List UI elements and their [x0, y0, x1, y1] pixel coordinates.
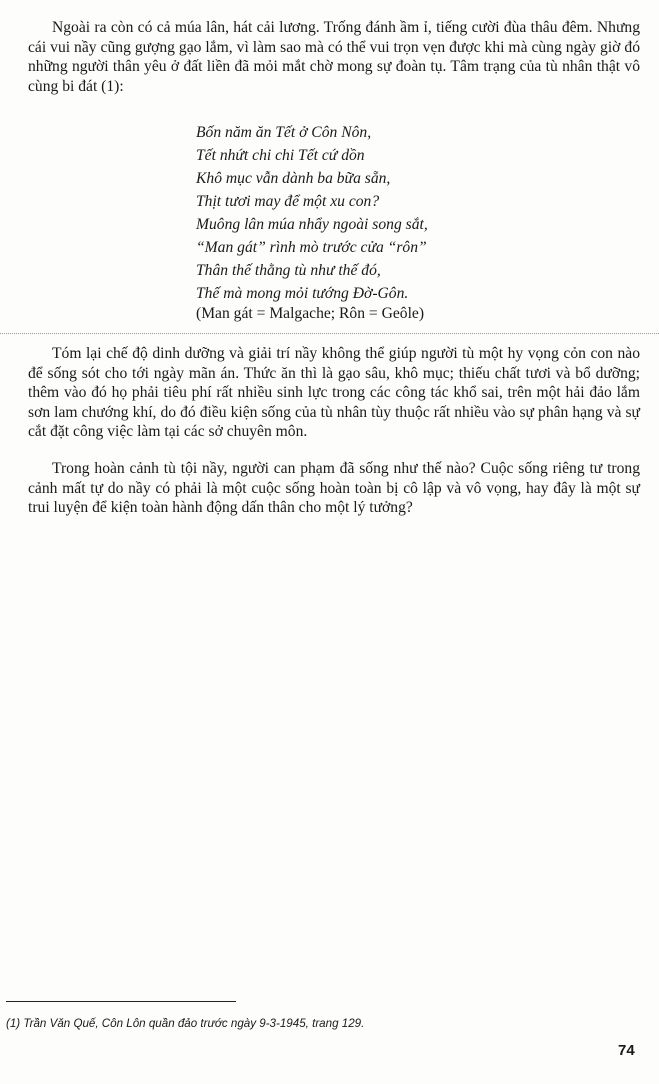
section-divider: [0, 333, 659, 334]
poem-line: “Man gát” rình mò trước cửa “rôn”: [196, 239, 427, 256]
poem-line: Bốn năm ăn Tết ở Côn Nôn,: [196, 124, 372, 141]
footnote-rule: [6, 1001, 236, 1002]
poem-glossary-note: (Man gát = Malgache; Rôn = Geôle): [196, 305, 425, 322]
poem: [196, 121, 428, 305]
poem-line: Thế mà mong mỏi tướng Đờ-Gôn.: [196, 285, 409, 302]
paragraph-question-text: Trong hoàn cảnh tù tội nầy, người can phạm đã sống như thế nào? Cuộc sống riêng tư trong cảnh mất tự do nầy có phải là một cuộc sống hoàn toàn bị cô lập và vô vọng, hay đây là một sự trui luyện để kiện toàn hành động dấn thân cho một lý tưởng?: [28, 460, 640, 516]
page-number: 74: [618, 1042, 635, 1059]
poem-line: Tết nhứt chi chi Tết cứ dồn: [196, 147, 365, 164]
paragraph-summary-text: Tóm lại chế độ dinh dưỡng và giải trí nầy không thể giúp người tù một hy vọng cỏn con nào để sống sót cho tới ngày mãn án. Thức ăn thì là gạo sâu, khô mục; thiếu chất tươi và bổ dưỡng; thêm vào đó họ phải tiêu phí rất nhiều sinh lực trong các công tác khổ sai, trên một hải đảo lắm sơn lam chướng khí, do đó điều kiện sống của tù nhân tùy thuộc rất nhiều vào sự phân hạng và sự cắt đặt công việc làm tại các sở chuyên môn.: [28, 345, 640, 440]
paragraph-summary: [28, 344, 640, 442]
footnote: (1) Trần Văn Quế, Côn Lôn quần đảo trước ngày 9-3-1945, trang 129.: [6, 1017, 365, 1030]
poem-line: Khô mục vẫn dành ba bữa sẵn,: [196, 170, 391, 187]
paragraph-intro-text: Ngoài ra còn có cả múa lân, hát cải lương. Trống đánh ầm ỉ, tiếng cười đùa thâu đêm. Nhưng cái vui nầy cũng gượng gạo lắm, vì làm sao mà có thể vui trọn vẹn được khi mà cùng ngày giờ đó những người thân yêu ở đất liền đã mỏi mắt chờ mong sự đoàn tụ. Tâm trạng của tù nhân thật vô cùng bi đát (1):: [28, 19, 640, 95]
poem-line: Thân thế thằng tù như thế đó,: [196, 262, 381, 279]
paragraph-question: [28, 459, 640, 518]
paragraph-intro: [28, 18, 640, 96]
poem-line: Muông lân múa nhẩy ngoài song sắt,: [196, 216, 428, 233]
poem-line: Thịt tươi may để một xu con?: [196, 193, 380, 210]
